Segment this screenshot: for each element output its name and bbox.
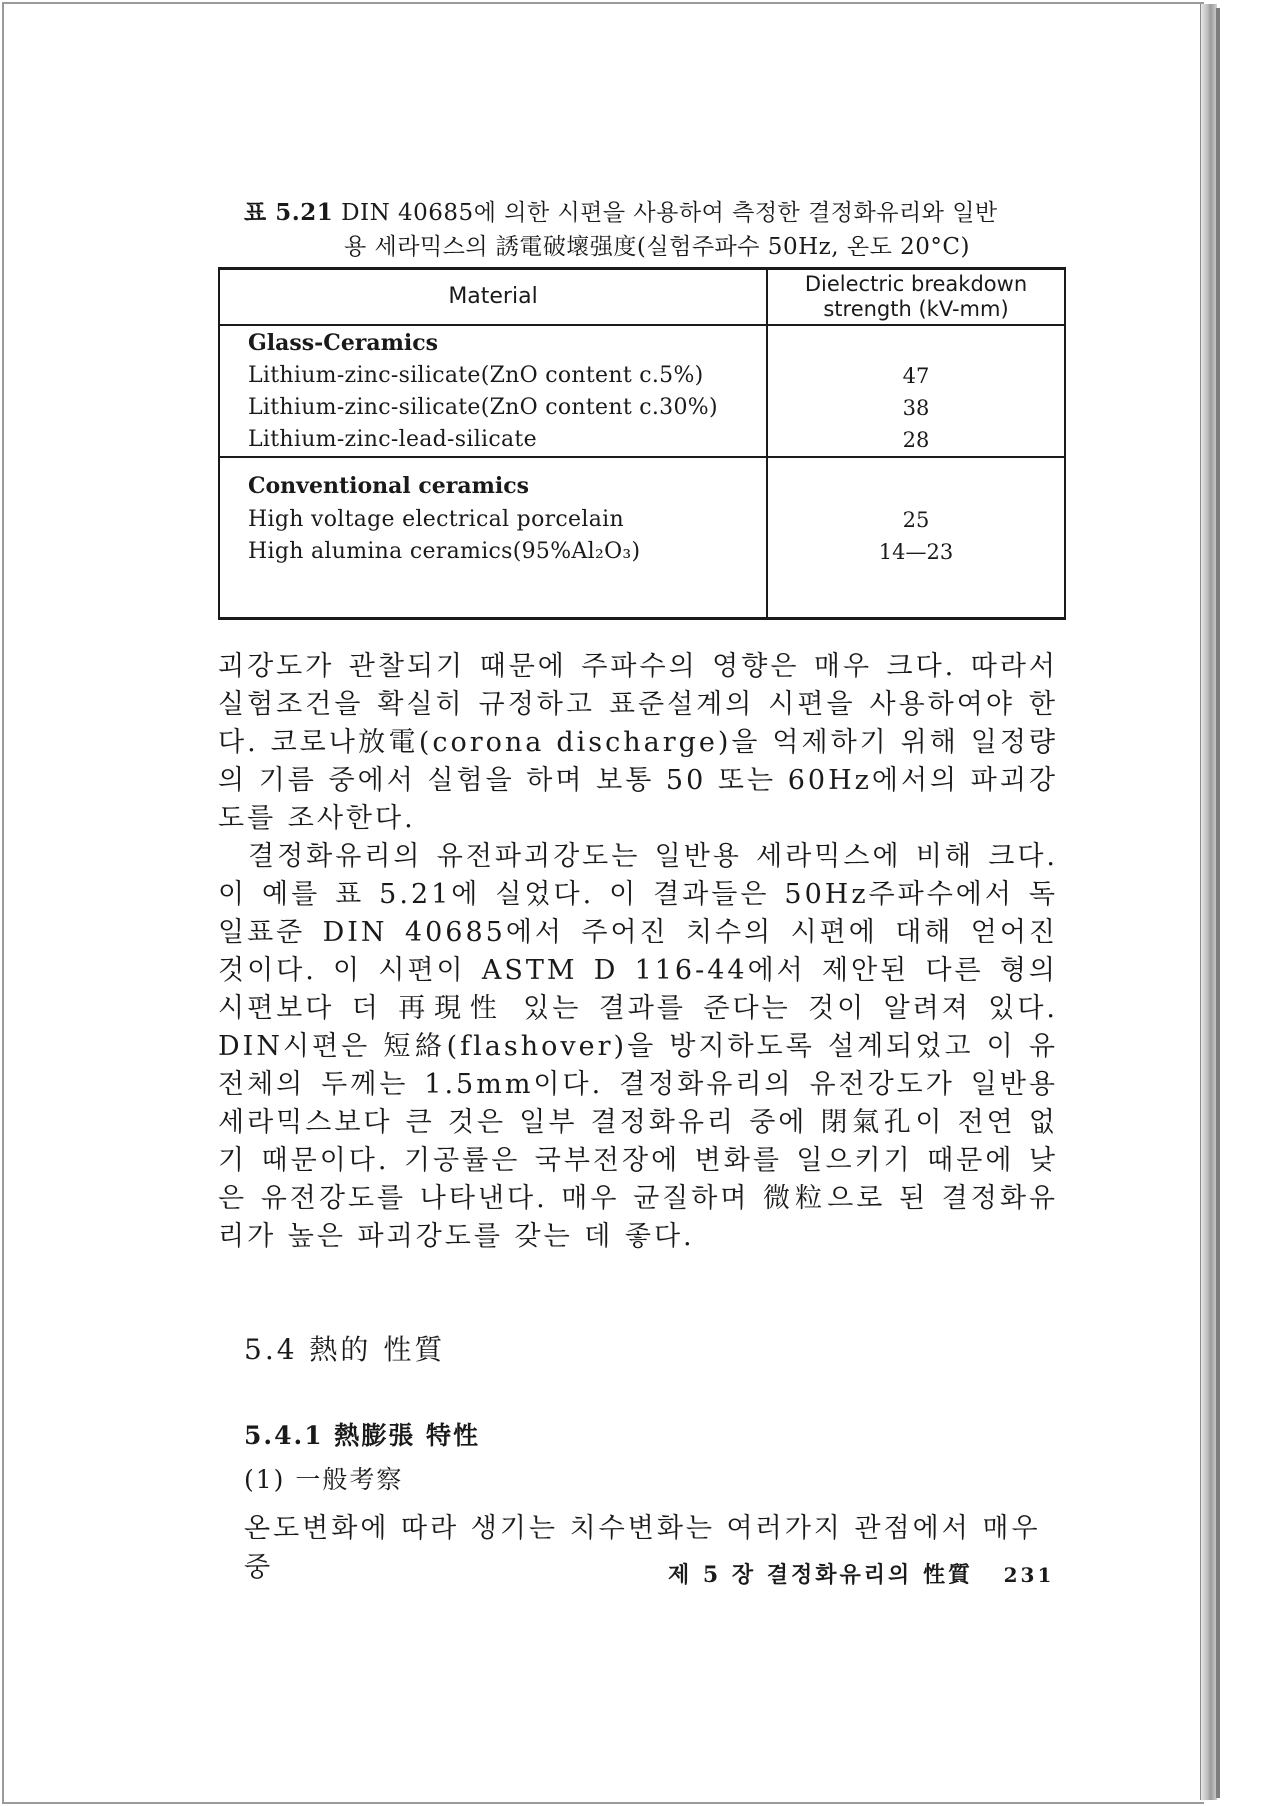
- section-body-line: 온도변화에 따라 생기는 치수변화는 여러가지 관점에서 매우 중: [244, 1513, 1041, 1583]
- table-row-material: Lithium-zinc-lead-silicate: [248, 427, 537, 452]
- header-strength: [768, 272, 1064, 322]
- caption-line2: 용 세라믹스의 誘電破壞强度(실험주파수 50Hz, 온도 20°C): [344, 234, 970, 260]
- table-row-value: 28: [902, 428, 930, 452]
- table-caption: [244, 196, 1064, 264]
- page-edge-shadow: [1216, 8, 1220, 1798]
- caption-line1: DIN 40685에 의한 시편을 사용하여 측정한 결정화유리와 일반: [341, 200, 998, 226]
- table-header: [220, 270, 1064, 326]
- header-strength-line1: Dielectric breakdown: [804, 272, 1028, 296]
- group-title-glass-ceramics: Glass-Ceramics: [248, 330, 439, 356]
- header-strength-line2: strength (kV-mm): [823, 297, 1009, 321]
- table-row-material: High voltage electrical porcelain: [248, 507, 624, 532]
- table-row-value: 25: [902, 508, 930, 532]
- group-separator: [220, 456, 1064, 458]
- page-footer: [668, 1558, 1054, 1589]
- caption-label: 표 5.21: [244, 199, 334, 226]
- body-text: [218, 648, 1058, 1256]
- subsection-heading: 5.4.1 熱膨張 特性: [244, 1421, 480, 1450]
- breakdown-strength-table: [218, 267, 1066, 620]
- footer-chapter: 제 5 장 결정화유리의 性質: [668, 1562, 973, 1588]
- table-row-value: 47: [902, 364, 930, 388]
- table-row-material: Lithium-zinc-silicate(ZnO content c.5%): [248, 363, 704, 388]
- table-row-value: 14—23: [878, 540, 954, 564]
- page-edge: [1200, 4, 1217, 1800]
- subsubsection-heading: (1) 一般考察: [244, 1465, 404, 1494]
- table-row-material: High alumina ceramics(95%Al₂O₃): [248, 539, 641, 564]
- table-row-material: Lithium-zinc-silicate(ZnO content c.30%): [248, 395, 718, 420]
- page-number: 231: [1003, 1563, 1055, 1587]
- section-heading: 5.4 熱的 性質: [244, 1333, 446, 1366]
- header-material: Material: [448, 284, 538, 309]
- paragraph-1: 괴강도가 관찰되기 때문에 주파수의 영향은 매우 크다. 따라서 실험조건을 확실히 규정하고 표준설계의 시편을 사용하여야 한다. 코로나放電(corona discharge)을 억제하기 위해 일정량의 기름 중에서 실험을 하며 보통 50 또는 60Hz에서의 파괴강도를 조사한다.: [218, 651, 1058, 834]
- paragraph-2: 결정화유리의 유전파괴강도는 일반용 세라믹스에 비해 크다. 이 예를 표 5.21에 실었다. 이 결과들은 50Hz주파수에서 독일표준 DIN 40685에서 주어진 치수의 시편에 대해 얻어진 것이다. 이 시편이 ASTM D 116-44에서 제안된 다른 형의 시편보다 더 再現性 있는 결과를 준다는 것이 알려져 있다. DIN시편은 短絡(flashover)을 방지하도록 설계되었고 이 유전체의 두께는 1.5mm이다. 결정화유리의 유전강도가 일반용 세라믹스보다 큰 것은 일부 결정화유리 중에 閉氣孔이 전연 없기 때문이다. 기공률은 국부전장에 변화를 일으키기 때문에 낮은 유전강도를 나타낸다. 매우 균질하며 微粒으로 된 결정화유리가 높은 파괴강도를 갖는 데 좋다.: [218, 841, 1058, 1252]
- table-row-value: 38: [902, 396, 930, 420]
- group-title-conventional-ceramics: Conventional ceramics: [248, 473, 530, 499]
